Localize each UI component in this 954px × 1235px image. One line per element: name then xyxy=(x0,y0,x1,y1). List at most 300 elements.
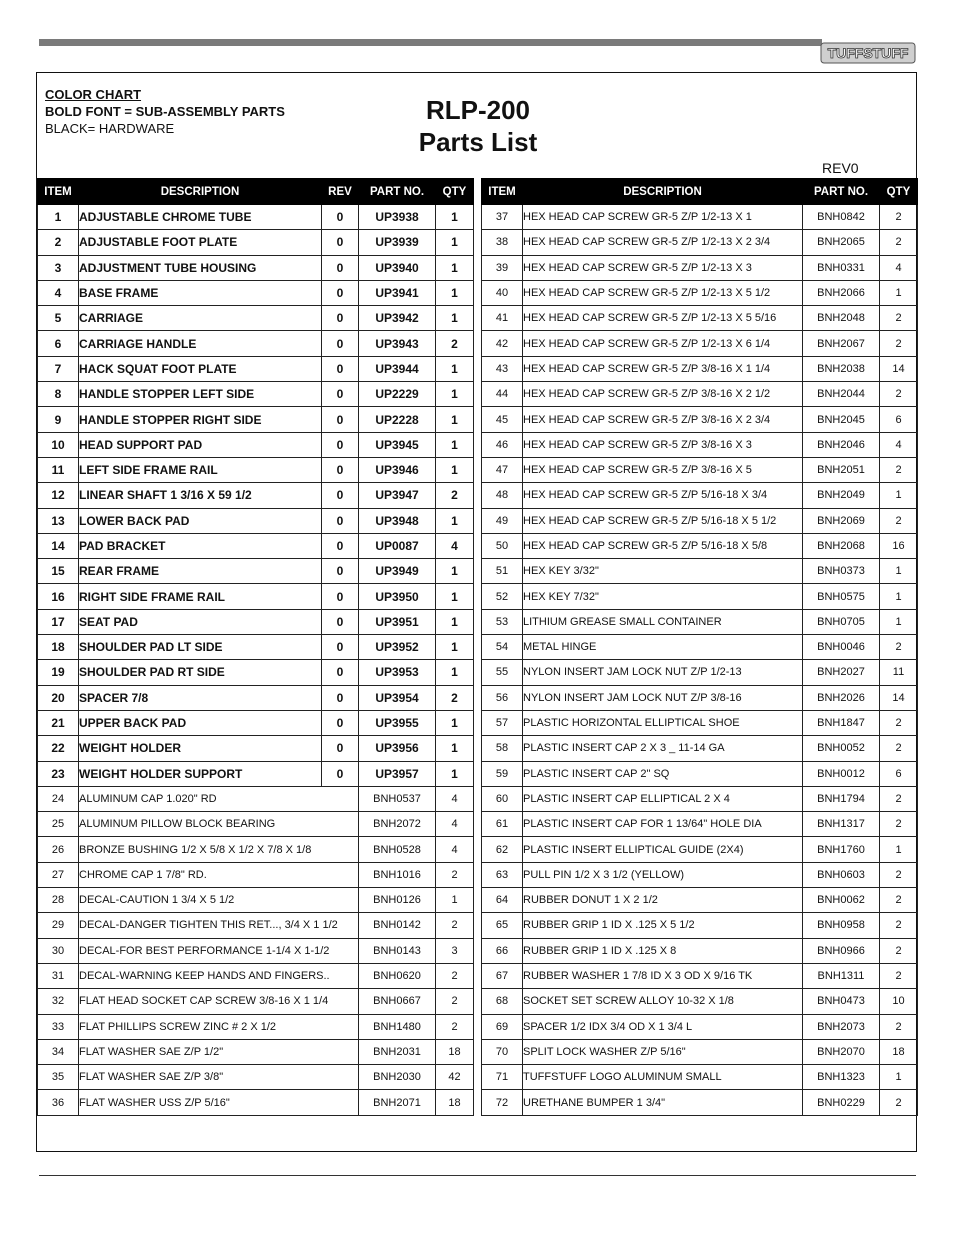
item-number: 56 xyxy=(482,685,523,710)
table-row xyxy=(482,1039,918,1064)
legend-black-note: BLACK= HARDWARE xyxy=(45,121,175,136)
part-description: HEAD SUPPORT PAD xyxy=(79,432,322,457)
table-row xyxy=(482,483,918,508)
left-parts-table xyxy=(37,178,474,1116)
table-row xyxy=(482,1090,918,1115)
part-quantity: 1 xyxy=(436,255,474,280)
part-number: BNH0842 xyxy=(803,205,880,230)
item-number: 57 xyxy=(482,710,523,735)
table-row xyxy=(38,584,474,609)
table-row xyxy=(38,205,474,230)
item-number: 22 xyxy=(38,736,79,761)
part-description: HANDLE STOPPER RIGHT SIDE xyxy=(79,407,322,432)
part-description: SPLIT LOCK WASHER Z/P 5/16" xyxy=(523,1039,803,1064)
part-number: BNH2030 xyxy=(359,1065,436,1090)
part-description: ADJUSTABLE FOOT PLATE xyxy=(79,230,322,255)
part-quantity: 2 xyxy=(880,710,918,735)
part-description: DECAL-CAUTION 1 3/4 X 5 1/2 xyxy=(79,888,359,913)
part-revision: 0 xyxy=(322,331,359,356)
item-number: 29 xyxy=(38,913,79,938)
table-row xyxy=(482,660,918,685)
part-number: BNH2069 xyxy=(803,508,880,533)
table-row xyxy=(38,710,474,735)
item-number: 18 xyxy=(38,635,79,660)
part-number: UP3947 xyxy=(359,483,436,508)
part-number: UP3943 xyxy=(359,331,436,356)
table-row xyxy=(38,255,474,280)
part-number: BNH1847 xyxy=(803,710,880,735)
item-number: 65 xyxy=(482,913,523,938)
table-row xyxy=(482,1014,918,1039)
column-header: PART NO. xyxy=(803,179,880,205)
item-number: 2 xyxy=(38,230,79,255)
item-number: 12 xyxy=(38,483,79,508)
part-number: UP3951 xyxy=(359,609,436,634)
part-number: UP3942 xyxy=(359,306,436,331)
part-description: HEX HEAD CAP SCREW GR-5 Z/P 1/2-13 X 2 3/4 xyxy=(523,230,803,255)
table-row xyxy=(38,508,474,533)
part-quantity: 1 xyxy=(436,559,474,584)
part-quantity: 2 xyxy=(880,963,918,988)
item-number: 17 xyxy=(38,609,79,634)
item-number: 67 xyxy=(482,963,523,988)
part-quantity: 1 xyxy=(436,609,474,634)
page-title xyxy=(370,94,586,158)
part-quantity: 2 xyxy=(436,913,474,938)
table-row xyxy=(38,382,474,407)
part-description: RUBBER GRIP 1 ID X .125 X 8 xyxy=(523,938,803,963)
table-row xyxy=(38,635,474,660)
part-number: BNH0528 xyxy=(359,837,436,862)
item-number: 35 xyxy=(38,1065,79,1090)
part-number: UP3938 xyxy=(359,205,436,230)
item-number: 66 xyxy=(482,938,523,963)
item-number: 62 xyxy=(482,837,523,862)
part-description: HEX HEAD CAP SCREW GR-5 Z/P 3/8-16 X 1 1/4 xyxy=(523,356,803,381)
part-description: ALUMINUM CAP 1.020" RD xyxy=(79,786,359,811)
item-number: 52 xyxy=(482,584,523,609)
part-number: BNH1794 xyxy=(803,786,880,811)
legend-title: COLOR CHART xyxy=(45,87,142,102)
part-quantity: 1 xyxy=(436,635,474,660)
item-number: 7 xyxy=(38,356,79,381)
part-number: BNH0126 xyxy=(359,888,436,913)
item-number: 61 xyxy=(482,812,523,837)
table-row xyxy=(38,1039,474,1064)
part-description: ADJUSTMENT TUBE HOUSING xyxy=(79,255,322,280)
table-row xyxy=(38,837,474,862)
part-description: HEX HEAD CAP SCREW GR-5 Z/P 3/8-16 X 2 3/4 xyxy=(523,407,803,432)
part-number: BNH2051 xyxy=(803,457,880,482)
table-row xyxy=(482,230,918,255)
part-quantity: 1 xyxy=(436,761,474,786)
part-number: BNH0705 xyxy=(803,609,880,634)
part-quantity: 2 xyxy=(880,635,918,660)
part-number: BNH2072 xyxy=(359,812,436,837)
item-number: 49 xyxy=(482,508,523,533)
part-quantity: 2 xyxy=(880,938,918,963)
item-number: 64 xyxy=(482,888,523,913)
table-row xyxy=(482,685,918,710)
table-row xyxy=(38,989,474,1014)
part-quantity: 2 xyxy=(436,989,474,1014)
item-number: 71 xyxy=(482,1065,523,1090)
item-number: 15 xyxy=(38,559,79,584)
part-quantity: 1 xyxy=(436,306,474,331)
part-quantity: 4 xyxy=(436,837,474,862)
item-number: 55 xyxy=(482,660,523,685)
title-subtitle: Parts List xyxy=(418,127,538,157)
part-description: HEX HEAD CAP SCREW GR-5 Z/P 5/16-18 X 5 1/2 xyxy=(523,508,803,533)
item-number: 70 xyxy=(482,1039,523,1064)
part-quantity: 2 xyxy=(436,963,474,988)
part-quantity: 18 xyxy=(880,1039,918,1064)
table-row xyxy=(482,407,918,432)
footer-divider xyxy=(39,1175,916,1176)
table-row xyxy=(38,457,474,482)
part-description: URETHANE BUMPER 1 3/4" xyxy=(523,1090,803,1115)
part-number: UP3953 xyxy=(359,660,436,685)
item-number: 37 xyxy=(482,205,523,230)
item-number: 9 xyxy=(38,407,79,432)
item-number: 21 xyxy=(38,710,79,735)
part-number: BNH2073 xyxy=(803,1014,880,1039)
table-row xyxy=(38,963,474,988)
part-number: BNH0052 xyxy=(803,736,880,761)
part-description: PLASTIC INSERT ELLIPTICAL GUIDE (2X4) xyxy=(523,837,803,862)
item-number: 38 xyxy=(482,230,523,255)
part-number: BNH2027 xyxy=(803,660,880,685)
part-description: HEX KEY 7/32" xyxy=(523,584,803,609)
table-row xyxy=(38,533,474,558)
part-quantity: 1 xyxy=(880,1065,918,1090)
part-revision: 0 xyxy=(322,584,359,609)
part-revision: 0 xyxy=(322,205,359,230)
part-number: BNH2045 xyxy=(803,407,880,432)
part-number: BNH0603 xyxy=(803,862,880,887)
part-description: RIGHT SIDE FRAME RAIL xyxy=(79,584,322,609)
part-quantity: 2 xyxy=(880,888,918,913)
part-description: HEX HEAD CAP SCREW GR-5 Z/P 3/8-16 X 3 xyxy=(523,432,803,457)
part-number: BNH0331 xyxy=(803,255,880,280)
part-revision: 0 xyxy=(322,483,359,508)
part-description: HEX HEAD CAP SCREW GR-5 Z/P 5/16-18 X 5/8 xyxy=(523,533,803,558)
part-description: NYLON INSERT JAM LOCK NUT Z/P 1/2-13 xyxy=(523,660,803,685)
part-description: PLASTIC INSERT CAP 2 X 3 _ 11-14 GA xyxy=(523,736,803,761)
part-number: BNH0142 xyxy=(359,913,436,938)
table-row xyxy=(482,837,918,862)
item-number: 32 xyxy=(38,989,79,1014)
item-number: 69 xyxy=(482,1014,523,1039)
table-row xyxy=(482,584,918,609)
item-number: 8 xyxy=(38,382,79,407)
part-description: PAD BRACKET xyxy=(79,533,322,558)
part-description: HEX HEAD CAP SCREW GR-5 Z/P 1/2-13 X 3 xyxy=(523,255,803,280)
table-row xyxy=(38,812,474,837)
part-number: UP2228 xyxy=(359,407,436,432)
part-quantity: 14 xyxy=(880,356,918,381)
part-description: LOWER BACK PAD xyxy=(79,508,322,533)
table-row xyxy=(482,635,918,660)
part-quantity: 2 xyxy=(436,331,474,356)
part-description: NYLON INSERT JAM LOCK NUT Z/P 3/8-16 xyxy=(523,685,803,710)
part-quantity: 16 xyxy=(880,533,918,558)
column-header: DESCRIPTION xyxy=(79,179,322,205)
part-revision: 0 xyxy=(322,382,359,407)
part-number: UP3941 xyxy=(359,280,436,305)
part-number: BNH2071 xyxy=(359,1090,436,1115)
part-revision: 0 xyxy=(322,635,359,660)
table-row xyxy=(38,1014,474,1039)
part-description: FLAT HEAD SOCKET CAP SCREW 3/8-16 X 1 1/4 xyxy=(79,989,359,1014)
item-number: 33 xyxy=(38,1014,79,1039)
table-row xyxy=(482,255,918,280)
part-quantity: 2 xyxy=(880,306,918,331)
item-number: 25 xyxy=(38,812,79,837)
part-revision: 0 xyxy=(322,736,359,761)
item-number: 43 xyxy=(482,356,523,381)
item-number: 47 xyxy=(482,457,523,482)
part-description: FLAT WASHER SAE Z/P 3/8" xyxy=(79,1065,359,1090)
part-quantity: 1 xyxy=(436,508,474,533)
table-row xyxy=(482,888,918,913)
part-description: DECAL-FOR BEST PERFORMANCE 1-1/4 X 1-1/2 xyxy=(79,938,359,963)
item-number: 23 xyxy=(38,761,79,786)
item-number: 54 xyxy=(482,635,523,660)
column-header: REV xyxy=(322,179,359,205)
part-number: BNH0012 xyxy=(803,761,880,786)
table-row xyxy=(482,963,918,988)
table-row xyxy=(38,938,474,963)
part-quantity: 18 xyxy=(436,1090,474,1115)
table-row xyxy=(38,306,474,331)
part-description: HEX HEAD CAP SCREW GR-5 Z/P 5/16-18 X 3/4 xyxy=(523,483,803,508)
part-quantity: 4 xyxy=(436,786,474,811)
part-description: SHOULDER PAD LT SIDE xyxy=(79,635,322,660)
table-row xyxy=(482,710,918,735)
part-revision: 0 xyxy=(322,255,359,280)
part-revision: 0 xyxy=(322,407,359,432)
part-description: ALUMINUM PILLOW BLOCK BEARING xyxy=(79,812,359,837)
part-quantity: 1 xyxy=(436,407,474,432)
table-row xyxy=(482,205,918,230)
part-revision: 0 xyxy=(322,710,359,735)
part-number: UP3946 xyxy=(359,457,436,482)
part-number: BNH2065 xyxy=(803,230,880,255)
item-number: 48 xyxy=(482,483,523,508)
part-description: SPACER 1/2 IDX 3/4 OD X 1 3/4 L xyxy=(523,1014,803,1039)
part-number: UP2229 xyxy=(359,382,436,407)
part-quantity: 2 xyxy=(880,382,918,407)
part-quantity: 2 xyxy=(880,1014,918,1039)
part-number: BNH1317 xyxy=(803,812,880,837)
column-header: QTY xyxy=(436,179,474,205)
column-header: DESCRIPTION xyxy=(523,179,803,205)
legend-bold-note: BOLD FONT = SUB-ASSEMBLY PARTS xyxy=(45,104,285,119)
part-description: LITHIUM GREASE SMALL CONTAINER xyxy=(523,609,803,634)
column-header: ITEM xyxy=(38,179,79,205)
part-number: UP3939 xyxy=(359,230,436,255)
part-quantity: 2 xyxy=(436,1014,474,1039)
column-header: PART NO. xyxy=(359,179,436,205)
brand-logo xyxy=(820,40,916,66)
part-description: SEAT PAD xyxy=(79,609,322,634)
part-description: RUBBER WASHER 1 7/8 ID X 3 OD X 9/16 TK xyxy=(523,963,803,988)
part-number: BNH1760 xyxy=(803,837,880,862)
part-revision: 0 xyxy=(322,508,359,533)
part-description: UPPER BACK PAD xyxy=(79,710,322,735)
part-quantity: 42 xyxy=(436,1065,474,1090)
part-revision: 0 xyxy=(322,457,359,482)
item-number: 68 xyxy=(482,989,523,1014)
part-description: LEFT SIDE FRAME RAIL xyxy=(79,457,322,482)
part-revision: 0 xyxy=(322,761,359,786)
part-quantity: 1 xyxy=(436,660,474,685)
part-revision: 0 xyxy=(322,559,359,584)
part-number: BNH2068 xyxy=(803,533,880,558)
table-row xyxy=(482,306,918,331)
table-row xyxy=(482,559,918,584)
part-number: BNH0620 xyxy=(359,963,436,988)
part-number: UP3944 xyxy=(359,356,436,381)
part-description: METAL HINGE xyxy=(523,635,803,660)
item-number: 34 xyxy=(38,1039,79,1064)
table-row xyxy=(38,786,474,811)
item-number: 30 xyxy=(38,938,79,963)
part-quantity: 1 xyxy=(436,230,474,255)
part-description: HEX HEAD CAP SCREW GR-5 Z/P 1/2-13 X 5 1/2 xyxy=(523,280,803,305)
part-revision: 0 xyxy=(322,306,359,331)
part-description: FLAT PHILLIPS SCREW ZINC # 2 X 1/2 xyxy=(79,1014,359,1039)
part-quantity: 1 xyxy=(436,432,474,457)
table-row xyxy=(482,761,918,786)
item-number: 26 xyxy=(38,837,79,862)
table-row xyxy=(38,483,474,508)
table-row xyxy=(482,786,918,811)
item-number: 63 xyxy=(482,862,523,887)
table-row xyxy=(38,230,474,255)
part-number: UP3956 xyxy=(359,736,436,761)
part-description: TUFFSTUFF LOGO ALUMINUM SMALL xyxy=(523,1065,803,1090)
part-description: RUBBER GRIP 1 ID X .125 X 5 1/2 xyxy=(523,913,803,938)
part-description: REAR FRAME xyxy=(79,559,322,584)
part-description: WEIGHT HOLDER SUPPORT xyxy=(79,761,322,786)
column-header: ITEM xyxy=(482,179,523,205)
part-number: BNH0575 xyxy=(803,584,880,609)
item-number: 41 xyxy=(482,306,523,331)
part-quantity: 1 xyxy=(436,280,474,305)
item-number: 1 xyxy=(38,205,79,230)
part-number: BNH2044 xyxy=(803,382,880,407)
part-number: BNH0046 xyxy=(803,635,880,660)
part-number: BNH2026 xyxy=(803,685,880,710)
table-row xyxy=(38,609,474,634)
part-quantity: 4 xyxy=(436,533,474,558)
item-number: 58 xyxy=(482,736,523,761)
color-chart-legend xyxy=(45,86,285,137)
table-row xyxy=(38,888,474,913)
table-row xyxy=(482,331,918,356)
part-quantity: 2 xyxy=(880,331,918,356)
part-number: UP3954 xyxy=(359,685,436,710)
part-quantity: 2 xyxy=(880,862,918,887)
table-header-row xyxy=(38,179,474,205)
part-quantity: 4 xyxy=(880,255,918,280)
item-number: 45 xyxy=(482,407,523,432)
item-number: 16 xyxy=(38,584,79,609)
part-number: BNH2070 xyxy=(803,1039,880,1064)
part-revision: 0 xyxy=(322,533,359,558)
table-row xyxy=(482,280,918,305)
table-row xyxy=(482,533,918,558)
item-number: 10 xyxy=(38,432,79,457)
item-number: 13 xyxy=(38,508,79,533)
item-number: 36 xyxy=(38,1090,79,1115)
item-number: 19 xyxy=(38,660,79,685)
part-description: DECAL-WARNING KEEP HANDS AND FINGERS.. xyxy=(79,963,359,988)
part-description: PLASTIC INSERT CAP ELLIPTICAL 2 X 4 xyxy=(523,786,803,811)
part-quantity: 4 xyxy=(880,432,918,457)
item-number: 40 xyxy=(482,280,523,305)
part-number: BNH0958 xyxy=(803,913,880,938)
item-number: 39 xyxy=(482,255,523,280)
part-number: BNH2067 xyxy=(803,331,880,356)
part-quantity: 2 xyxy=(880,812,918,837)
table-row xyxy=(38,432,474,457)
item-number: 14 xyxy=(38,533,79,558)
part-quantity: 3 xyxy=(436,938,474,963)
table-row xyxy=(482,989,918,1014)
part-number: UP3945 xyxy=(359,432,436,457)
table-row xyxy=(38,862,474,887)
part-revision: 0 xyxy=(322,432,359,457)
item-number: 5 xyxy=(38,306,79,331)
table-row xyxy=(38,559,474,584)
part-number: BNH2038 xyxy=(803,356,880,381)
table-row xyxy=(38,1090,474,1115)
item-number: 28 xyxy=(38,888,79,913)
part-number: UP3955 xyxy=(359,710,436,735)
part-description: PLASTIC HORIZONTAL ELLIPTICAL SHOE xyxy=(523,710,803,735)
part-description: CHROME CAP 1 7/8" RD. xyxy=(79,862,359,887)
part-description: CARRIAGE xyxy=(79,306,322,331)
table-row xyxy=(38,356,474,381)
revision-label: REV0 xyxy=(822,160,859,176)
table-row xyxy=(38,913,474,938)
part-revision: 0 xyxy=(322,660,359,685)
header-bar xyxy=(39,39,822,46)
part-quantity: 2 xyxy=(436,685,474,710)
item-number: 72 xyxy=(482,1090,523,1115)
part-revision: 0 xyxy=(322,356,359,381)
table-row xyxy=(482,862,918,887)
item-number: 31 xyxy=(38,963,79,988)
part-number: UP3940 xyxy=(359,255,436,280)
part-quantity: 6 xyxy=(880,761,918,786)
part-quantity: 4 xyxy=(436,812,474,837)
table-row xyxy=(482,736,918,761)
right-parts-table xyxy=(481,178,918,1116)
table-row xyxy=(482,1065,918,1090)
part-revision: 0 xyxy=(322,609,359,634)
table-row xyxy=(482,432,918,457)
part-description: BRONZE BUSHING 1/2 X 5/8 X 1/2 X 7/8 X 1/8 xyxy=(79,837,359,862)
part-description: HACK SQUAT FOOT PLATE xyxy=(79,356,322,381)
part-description: PULL PIN 1/2 X 3 1/2 (YELLOW) xyxy=(523,862,803,887)
part-number: BNH0229 xyxy=(803,1090,880,1115)
part-description: RUBBER DONUT 1 X 2 1/2 xyxy=(523,888,803,913)
part-number: BNH2049 xyxy=(803,483,880,508)
